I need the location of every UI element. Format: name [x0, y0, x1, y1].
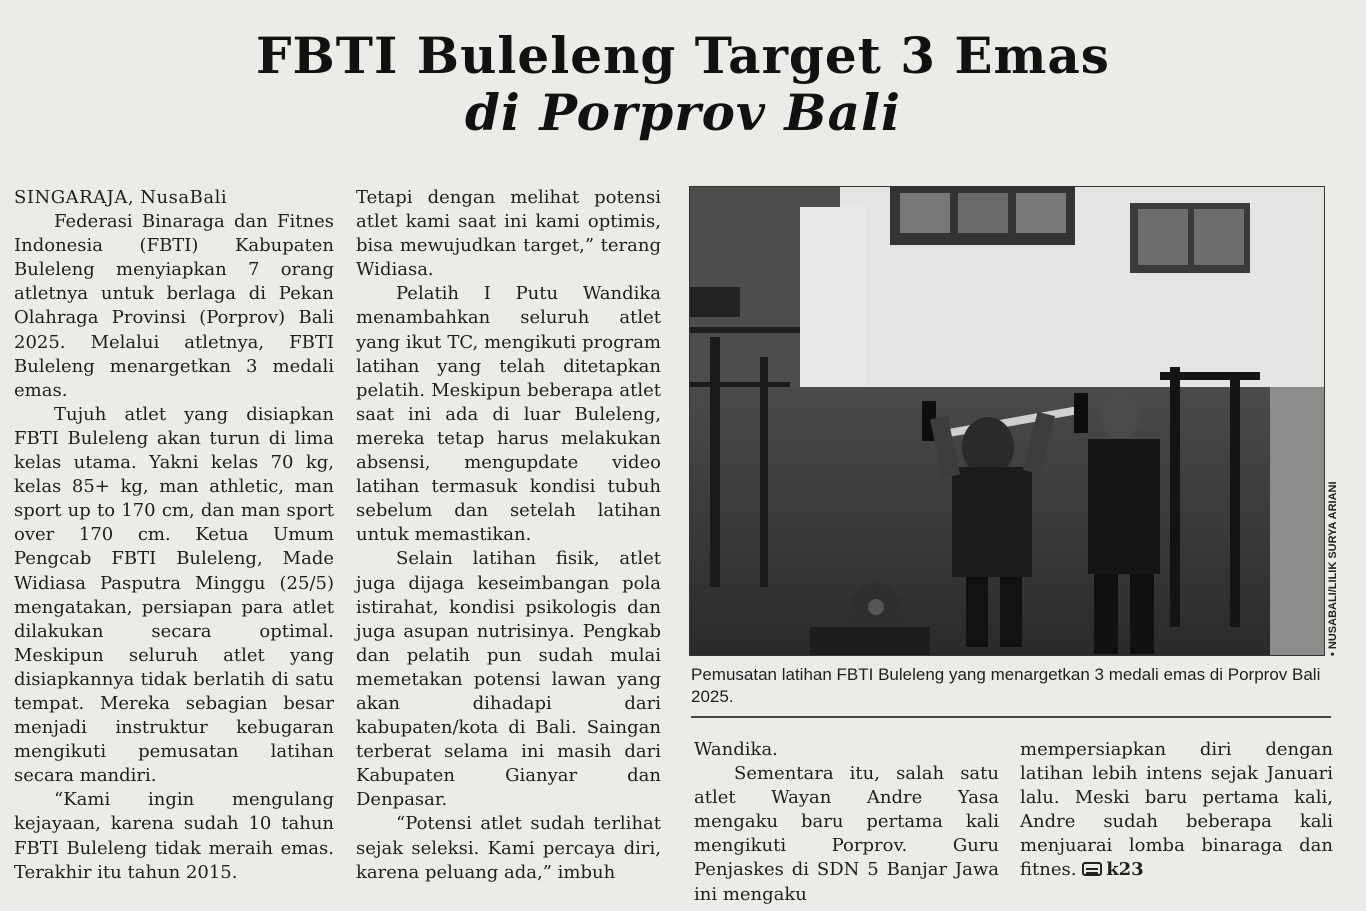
article-column-3: [694, 738, 999, 907]
dateline: [14, 186, 334, 210]
paragraph: “Kami ingin mengulang kejayaan, karena sudah 10 tahun FBTI Buleleng tidak meraih emas. Terakhir itu tahun 2015.: [14, 789, 334, 883]
article-column-4: [1020, 738, 1333, 883]
article-column-2: [356, 186, 661, 885]
paragraph: Tujuh atlet yang disiapkan FBTI Buleleng akan turun di lima kelas utama. Yakni kelas 70 kg, kelas 85+ kg, man athletic, man sport up to 170 cm, dan man sport over 170 cm. Ketua Umum Pengcab FBTI Buleleng, Made Widiasa Pasputra Minggu (25/5) mengatakan, persiapan para atlet dilakukan secara optimal. Meskipun seluruh atlet yang disiapkannya tidak berlatih di satu tempat. Mereka sebagian besar menjadi instruktur kebugaran mengikuti pemusatan latihan secara mandiri.: [14, 403, 334, 787]
paragraph: [1020, 738, 1333, 883]
headline-line-2: di Porprov Bali: [464, 83, 902, 142]
paragraph: Wandika.: [694, 739, 778, 760]
paragraph: “Potensi atlet sudah terlihat sejak seleksi. Kami percaya diri, karena peluang ada,” imbuh: [356, 813, 661, 883]
paragraph: Tetapi dengan melihat potensi atlet kami saat ini kami optimis, bisa mewujudkan target,” terang Widiasa.: [356, 187, 661, 281]
headline-line-1: FBTI Buleleng Target 3 Emas: [256, 26, 1110, 85]
article-photo: [689, 186, 1325, 656]
paragraph: Sementara itu, salah satu atlet Wayan Andre Yasa mengaku baru pertama kali mengikuti Porprov. Guru Penjaskes di SDN 5 Banjar Jawa ini mengaku: [694, 763, 999, 905]
headline: [0, 28, 1366, 140]
author-signature: k23: [1106, 859, 1144, 881]
photo-caption: Pemusatan latihan FBTI Buleleng yang menargetkan 3 medali emas di Porprov Bali 2025.: [691, 665, 1321, 706]
envelope-icon: [1082, 862, 1102, 876]
article-column-1: [14, 186, 334, 885]
paragraph: Selain latihan fisik, atlet juga dijaga keseimbangan pola istirahat, kondisi psikologis dan juga asupan nutrisinya. Pengkab dan pelatih pun sudah mulai memetakan potensi lawan yang akan dihadapi dari kabupaten/kota di Bali. Saingan terberat selama ini masih dari Kabupaten Gianyar dan Denpasar.: [356, 548, 661, 811]
section-divider: [691, 716, 1331, 718]
paragraph: Pelatih I Putu Wandika menambahkan seluruh atlet yang ikut TC, mengikuti program latihan yang telah ditetapkan pelatih. Meskipun beberapa atlet saat ini ada di luar Buleleng, mereka tetap harus melakukan absensi, mengupdate video latihan termasuk kondisi tubuh sebelum dan setelah latihan untuk memastikan.: [356, 283, 661, 546]
dateline-place: SINGARAJA,: [14, 187, 135, 208]
dateline-source: NusaBali: [140, 187, 228, 208]
gym-photo-illustration: [690, 187, 1325, 656]
paragraph-text: mempersiapkan diri dengan latihan lebih intens sejak Januari lalu. Meski baru pertama kali, Andre sudah beberapa kali menjuarai lomba binaraga dan fitnes.: [1020, 739, 1333, 881]
paragraph: Federasi Binaraga dan Fitnes Indonesia (FBTI) Kabupaten Buleleng menyiapkan 7 orang atletnya untuk berlaga di Pekan Olahraga Provinsi (Porprov) Bali 2025. Melalui atletnya, FBTI Buleleng menargetkan 3 medali emas.: [14, 211, 334, 401]
